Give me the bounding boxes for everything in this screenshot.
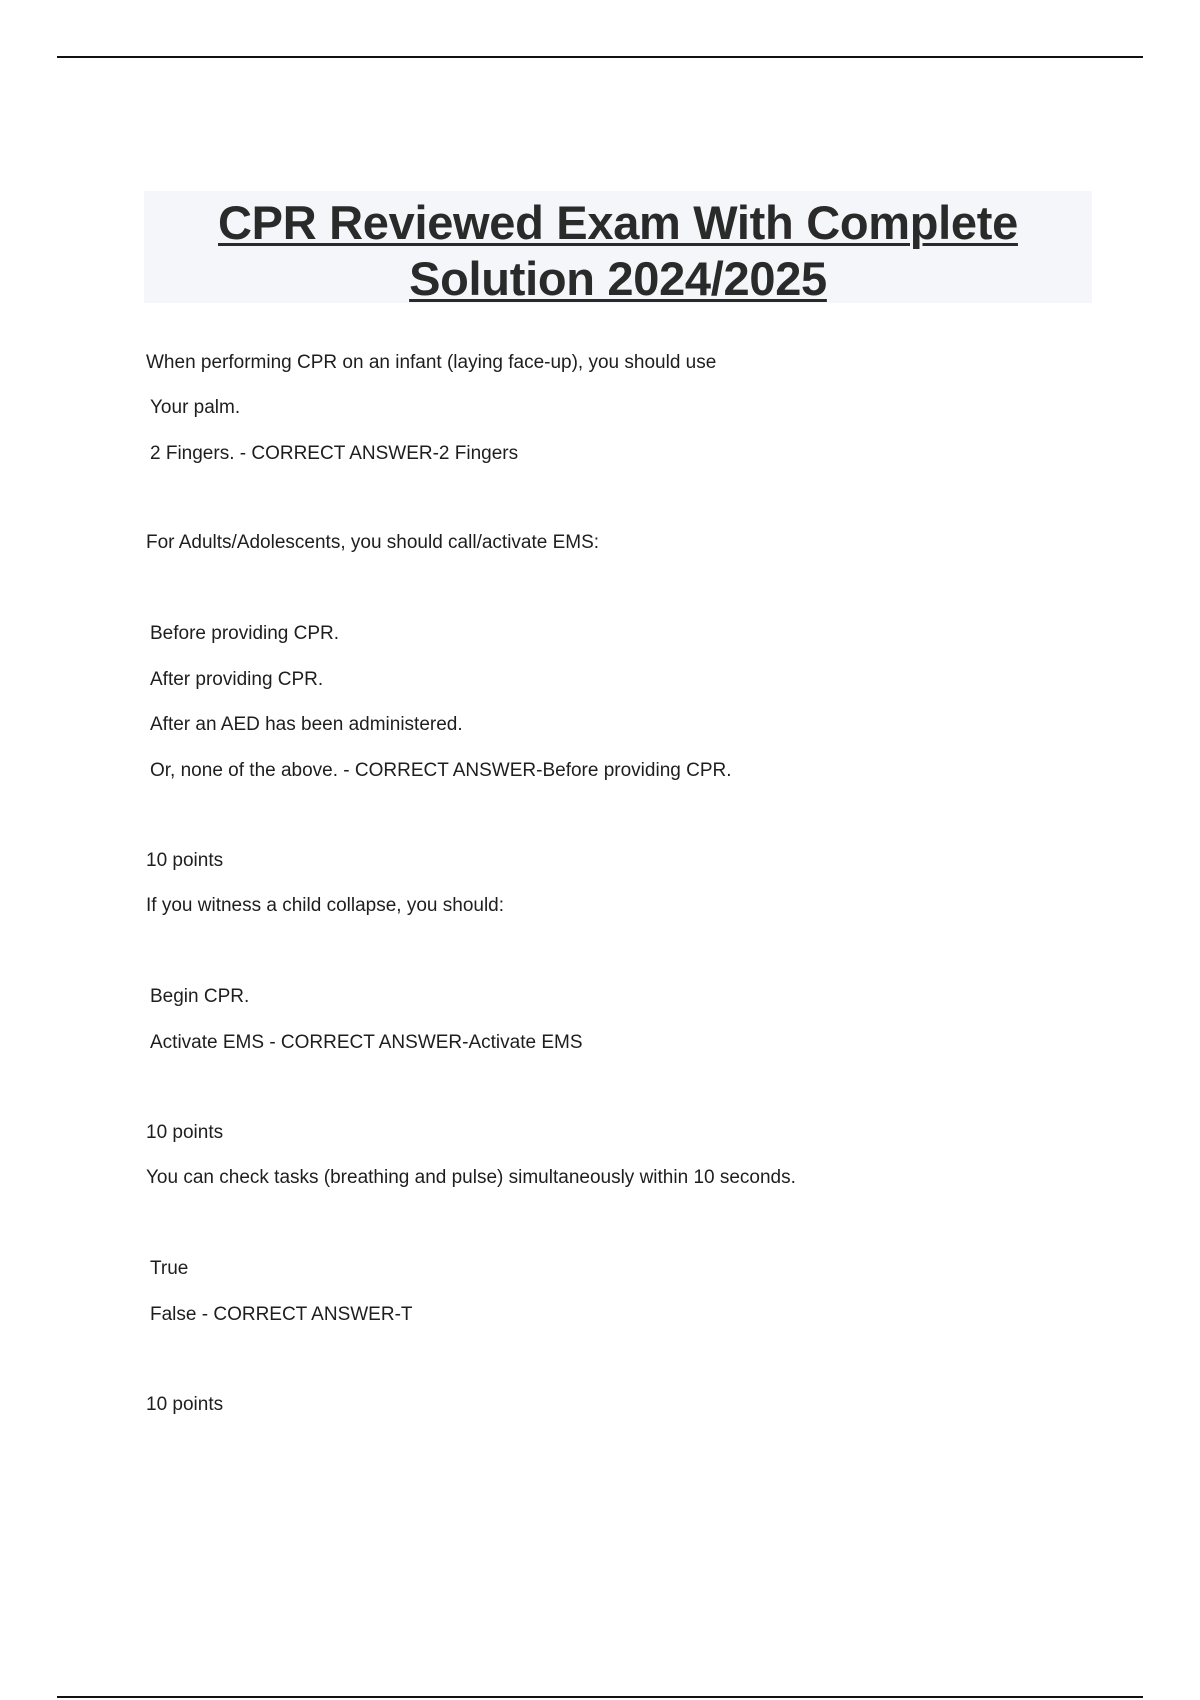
question-2-option-3: After an AED has been administered. xyxy=(150,714,463,735)
question-1-option-2-answer: 2 Fingers. - CORRECT ANSWER-2 Fingers xyxy=(150,443,519,464)
document-title-line-1: CPR Reviewed Exam With Complete xyxy=(218,196,1018,249)
question-3-points: 10 points xyxy=(146,1122,224,1143)
question-2-points: 10 points xyxy=(146,850,224,871)
title-banner xyxy=(144,191,1092,303)
question-4-points: 10 points xyxy=(146,1394,224,1415)
question-2-prompt: For Adults/Adolescents, you should call/activate EMS: xyxy=(146,532,600,553)
question-3-option-1: Begin CPR. xyxy=(150,986,250,1007)
question-4-option-2-answer: False - CORRECT ANSWER-T xyxy=(150,1304,413,1325)
footer-rule xyxy=(57,1696,1143,1698)
question-3-option-2-answer: Activate EMS - CORRECT ANSWER-Activate EMS xyxy=(150,1032,583,1053)
question-1-prompt: When performing CPR on an infant (laying face-up), you should use xyxy=(146,352,717,373)
document-title-line-2: Solution 2024/2025 xyxy=(409,252,827,305)
question-2-option-2: After providing CPR. xyxy=(150,669,324,690)
header-rule xyxy=(57,56,1143,58)
question-2-option-4-answer: Or, none of the above. - CORRECT ANSWER-Before providing CPR. xyxy=(150,760,732,781)
question-2-option-1: Before providing CPR. xyxy=(150,623,340,644)
question-1-option-1: Your palm. xyxy=(150,397,241,418)
question-3-prompt: If you witness a child collapse, you should: xyxy=(146,895,505,916)
question-4-prompt: You can check tasks (breathing and pulse) simultaneously within 10 seconds. xyxy=(146,1167,796,1188)
question-4-option-1: True xyxy=(150,1258,189,1279)
